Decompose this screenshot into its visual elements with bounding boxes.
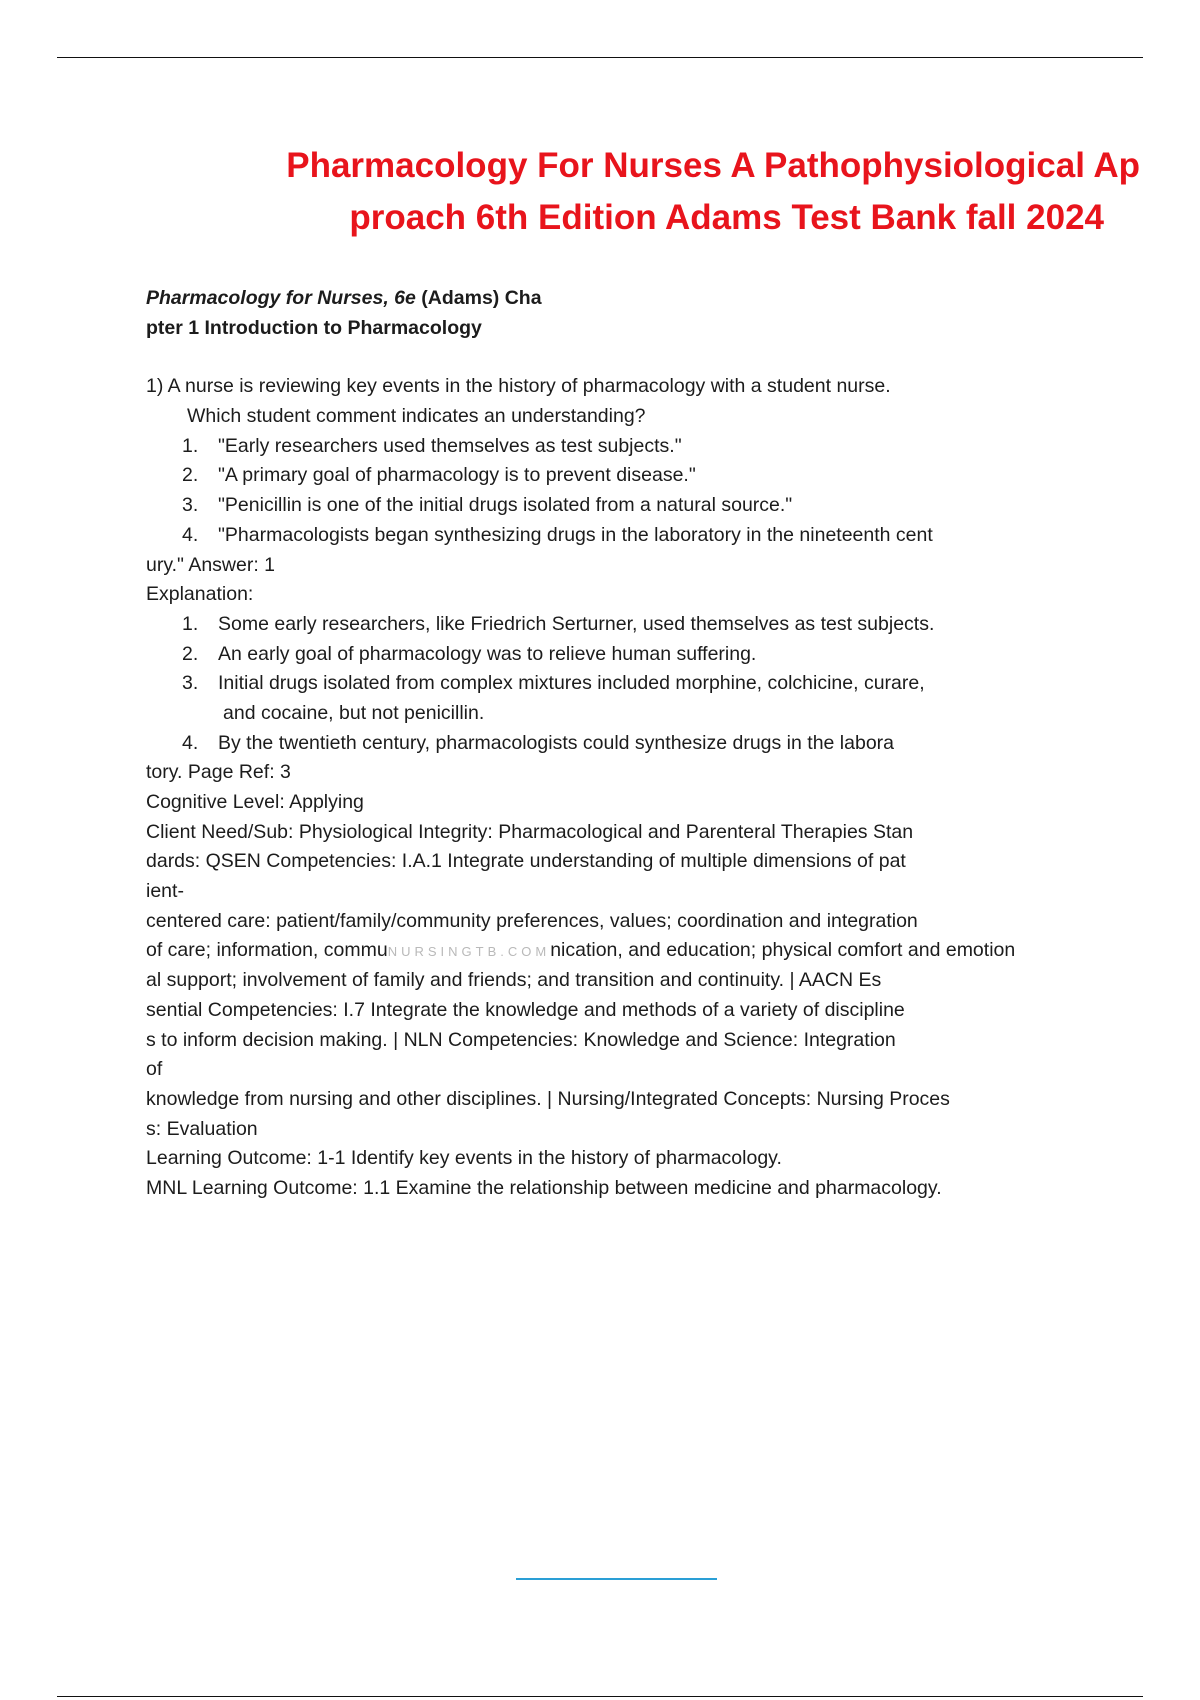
book-header [146, 284, 1106, 314]
document-title [140, 140, 1140, 244]
client-need-line-11: s: Evaluation [146, 1117, 258, 1140]
mnl-learning-outcome: MNL Learning Outcome: 1.1 Examine the relationship between medicine and pharmacology. [146, 1176, 942, 1199]
cognitive-level: Cognitive Level: Applying [146, 791, 364, 813]
page-ref: tory. Page Ref: 3 [146, 761, 291, 784]
answer-line: ury." Answer: 1 [146, 553, 276, 576]
explanation-item-1: 1. Some early researchers, like Friedrich Serturner, used themselves as test subjects. [182, 612, 935, 635]
chapter-title: pter 1 Introduction to Pharmacology [146, 316, 482, 339]
explanation-item-4: 4. By the twentieth century, pharmacologists could synthesize drugs in the labora [182, 731, 895, 754]
client-need-line-5: of care; information, commuNURSINGTB.COMnication, and education; physical comfort and emotion [146, 939, 1016, 962]
option-2: 2. "A primary goal of pharmacology is to prevent disease." [182, 464, 696, 487]
client-need-line-4: centered care: patient/family/community preferences, values; coordination and integration [146, 909, 918, 932]
question-stem: 1) A nurse is reviewing key events in the history of pharmacology with a student nurse. [146, 375, 891, 398]
explanation-label: Explanation: [146, 583, 254, 606]
client-need-line-6: al support; involvement of family and friends; and transition and continuity. | AACN Es [146, 969, 882, 992]
client-need-line-3: ient- [146, 880, 184, 903]
client-need-line-7: sential Competencies: I.7 Integrate the knowledge and methods of a variety of discipline [146, 998, 905, 1021]
option-3: 3. "Penicillin is one of the initial drugs isolated from a natural source." [182, 494, 793, 517]
explanation-item-3: 3. Initial drugs isolated from complex mixtures included morphine, colchicine, curare, [182, 672, 925, 695]
client-need-line-8: s to inform decision making. | NLN Competencies: Knowledge and Science: Integration [146, 1028, 896, 1051]
footer-link-line[interactable] [516, 1578, 717, 1580]
watermark: NURSINGTB.COM [387, 944, 551, 960]
option-1: 1. "Early researchers used themselves as test subjects." [182, 434, 682, 457]
book-author: (Adams) Cha [415, 287, 542, 309]
question-stem-2: Which student comment indicates an understanding? [187, 405, 646, 428]
learning-outcome: Learning Outcome: 1-1 Identify key events in the history of pharmacology. [146, 1147, 782, 1170]
document-body [146, 284, 1106, 1204]
title-line-2: proach 6th Edition Adams Test Bank fall 2024 [349, 198, 1104, 237]
client-need-line-1: Client Need/Sub: Physiological Integrity: Pharmacological and Parenteral Therapies Stan [146, 820, 914, 843]
bottom-rule [57, 1696, 1143, 1697]
client-need-line-10: knowledge from nursing and other disciplines. | Nursing/Integrated Concepts: Nursing Proces [146, 1087, 950, 1110]
explanation-item-3-cont: and cocaine, but not penicillin. [223, 701, 485, 724]
explanation-item-2: 2. An early goal of pharmacology was to relieve human suffering. [182, 642, 757, 665]
option-4: 4. "Pharmacologists began synthesizing drugs in the laboratory in the nineteenth cent [182, 523, 933, 546]
top-rule [57, 57, 1143, 58]
client-need-line-2: dards: QSEN Competencies: I.A.1 Integrate understanding of multiple dimensions of pat [146, 850, 906, 873]
title-line-1: Pharmacology For Nurses A Pathophysiological Ap [286, 146, 1140, 185]
book-title: Pharmacology for Nurses, 6e [146, 287, 416, 309]
client-need-line-9: of [146, 1058, 163, 1081]
